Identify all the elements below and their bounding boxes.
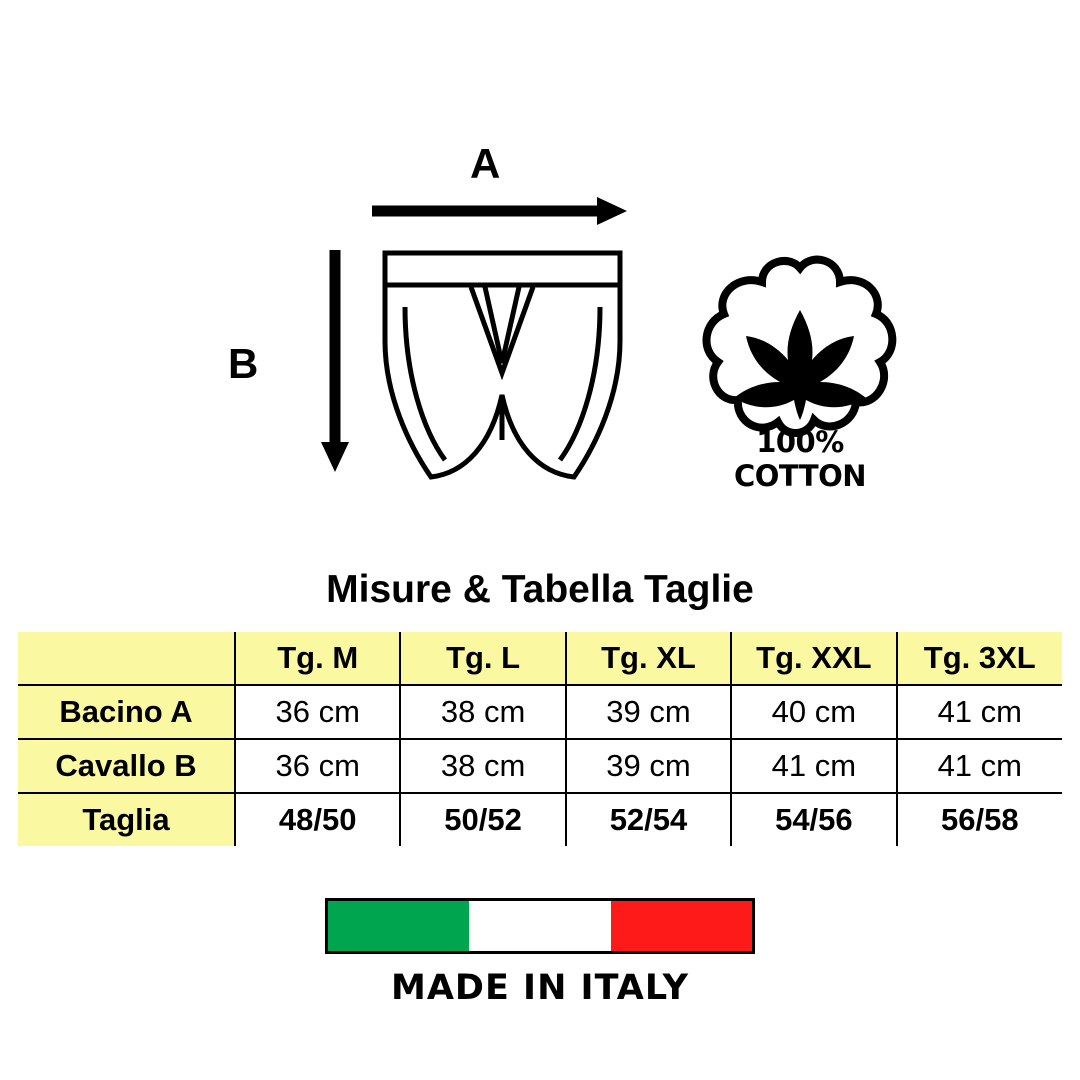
- column-header: Tg. L: [400, 632, 565, 685]
- column-header: Tg. XXL: [731, 632, 896, 685]
- table-cell: 38 cm: [400, 685, 565, 739]
- table-cell: 41 cm: [897, 739, 1062, 793]
- table-header-row: [18, 632, 1062, 685]
- italy-flag-icon: [325, 898, 755, 954]
- arrow-down-icon: [305, 250, 365, 472]
- table-cell: 41 cm: [731, 739, 896, 793]
- table-cell: 54/56: [731, 793, 896, 846]
- table-row: [18, 685, 1062, 739]
- table-cell: 36 cm: [235, 739, 400, 793]
- table-cell: 39 cm: [566, 739, 731, 793]
- table-row: [18, 793, 1062, 846]
- briefs-icon: [375, 245, 630, 485]
- table-row: [18, 739, 1062, 793]
- arrow-right-icon: [372, 195, 627, 227]
- size-table: [18, 632, 1062, 846]
- flag-stripe-white: [469, 901, 610, 951]
- table-cell: 52/54: [566, 793, 731, 846]
- column-header: Tg. XL: [566, 632, 731, 685]
- table-corner-cell: [18, 632, 235, 685]
- flag-stripe-red: [611, 901, 752, 951]
- flag-stripe-green: [328, 901, 469, 951]
- page-title: Misure & Tabella Taglie: [326, 568, 754, 611]
- row-header: Bacino A: [18, 685, 235, 739]
- table-cell: 56/58: [897, 793, 1062, 846]
- table-cell: 36 cm: [235, 685, 400, 739]
- row-header: Taglia: [18, 793, 235, 846]
- table-cell: 40 cm: [731, 685, 896, 739]
- label-a: A: [470, 140, 501, 187]
- table-cell: 41 cm: [897, 685, 1062, 739]
- label-b: B: [228, 340, 259, 387]
- table-cell: 38 cm: [400, 739, 565, 793]
- made-in-italy-label: MADE IN ITALY: [390, 968, 690, 1008]
- table-cell: 39 cm: [566, 685, 731, 739]
- cotton-badge-text: 100% COTTON: [733, 425, 867, 493]
- row-header: Cavallo B: [18, 739, 235, 793]
- table-cell: 50/52: [400, 793, 565, 846]
- table-cell: 48/50: [235, 793, 400, 846]
- column-header: Tg. 3XL: [897, 632, 1062, 685]
- column-header: Tg. M: [235, 632, 400, 685]
